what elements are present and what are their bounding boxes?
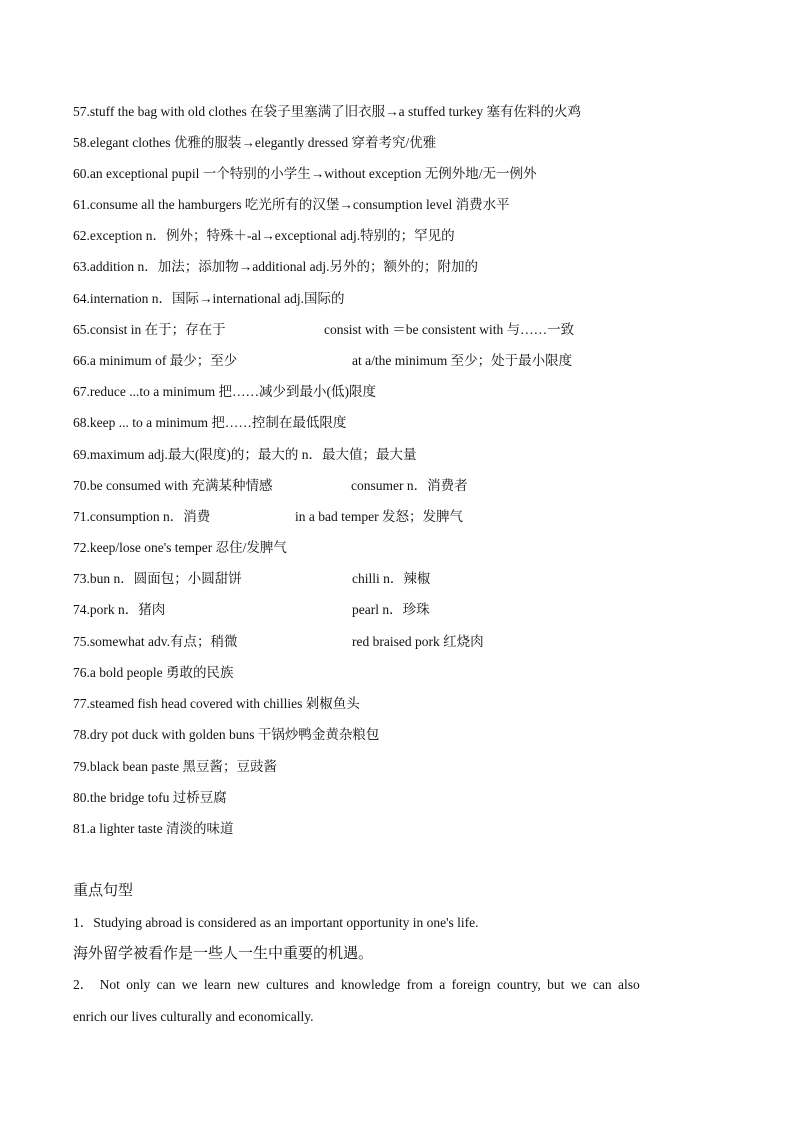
vocab-item-72: 72.keep/lose one's temper 忍住/发脾气: [73, 540, 287, 555]
sentence-1-chinese: 海外留学被看作是一些人一生中重要的机遇。: [73, 946, 374, 962]
vocab-item-74-right: pearl n．珍珠: [352, 602, 430, 617]
sentence-2-english-line-2: enrich our lives culturally and economically.: [73, 1009, 314, 1024]
vocab-item-69: 69.maximum adj.最大(限度)的；最大的 n．最大值；最大量: [73, 447, 417, 462]
vocab-item-77: 77.steamed fish head covered with chillies 剁椒鱼头: [73, 696, 360, 711]
vocab-item-66-left: 66.a minimum of 最少；至少: [73, 353, 238, 368]
vocab-item-76: 76.a bold people 勇敢的民族: [73, 665, 234, 680]
vocab-item-61: 61.consume all the hamburgers 吃光所有的汉堡→consumption level 消费水平: [73, 197, 510, 212]
vocab-item-60: 60.an exceptional pupil 一个特别的小学生→without exception 无例外地/无一例外: [73, 166, 537, 181]
vocab-item-70-right: consumer n．消费者: [351, 478, 468, 493]
vocab-item-65-left: 65.consist in 在于；存在于: [73, 322, 226, 337]
vocab-item-75-right: red braised pork 红烧肉: [352, 634, 484, 649]
vocab-item-58: 58.elegant clothes 优雅的服装→elegantly dressed 穿着考究/优雅: [73, 135, 437, 150]
vocab-item-70-left: 70.be consumed with 充满某种情感: [73, 478, 273, 493]
vocab-item-71-left: 71.consumption n．消费: [73, 509, 211, 524]
vocab-item-63: 63.addition n．加法；添加物→additional adj.另外的；额外的；附加的: [73, 259, 478, 274]
vocab-item-74-left: 74.pork n．猪肉: [73, 602, 166, 617]
vocab-item-64: 64.internation n．国际→international adj.国际的: [73, 291, 345, 306]
section-heading: 重点句型: [73, 883, 134, 899]
vocab-item-71-right: in a bad temper 发怒；发脾气: [295, 509, 463, 524]
vocab-item-68: 68.keep ... to a minimum 把……控制在最低限度: [73, 415, 347, 430]
vocab-item-65-right: consist with ＝be consistent with 与……一致: [324, 322, 575, 337]
vocab-item-66-right: at a/the minimum 至少；处于最小限度: [352, 353, 573, 368]
vocab-item-73-right: chilli n．辣椒: [352, 571, 431, 586]
vocab-item-79: 79.black bean paste 黑豆酱；豆豉酱: [73, 759, 277, 774]
vocab-item-57: 57.stuff the bag with old clothes 在袋子里塞满了旧衣服→a stuffed turkey 塞有佐料的火鸡: [73, 104, 581, 119]
vocab-item-73-left: 73.bun n．圆面包；小圆甜饼: [73, 571, 242, 586]
vocab-item-78: 78.dry pot duck with golden buns 干锅炒鸭金黄杂粮包: [73, 727, 380, 742]
vocab-item-80: 80.the bridge tofu 过桥豆腐: [73, 790, 227, 805]
sentence-2-english-line-1: 2． Not only can we learn new cultures and knowledge from a foreign country, but we can also: [73, 977, 640, 992]
vocab-item-62: 62.exception n．例外；特殊＋-al→exceptional adj.特别的；罕见的: [73, 228, 455, 243]
vocab-item-81: 81.a lighter taste 清淡的味道: [73, 821, 234, 836]
vocab-item-75-left: 75.somewhat adv.有点；稍微: [73, 634, 238, 649]
vocab-item-67: 67.reduce ...to a minimum 把……减少到最小(低)限度: [73, 384, 376, 399]
sentence-1-english: 1．Studying abroad is considered as an important opportunity in one's life.: [73, 915, 479, 930]
